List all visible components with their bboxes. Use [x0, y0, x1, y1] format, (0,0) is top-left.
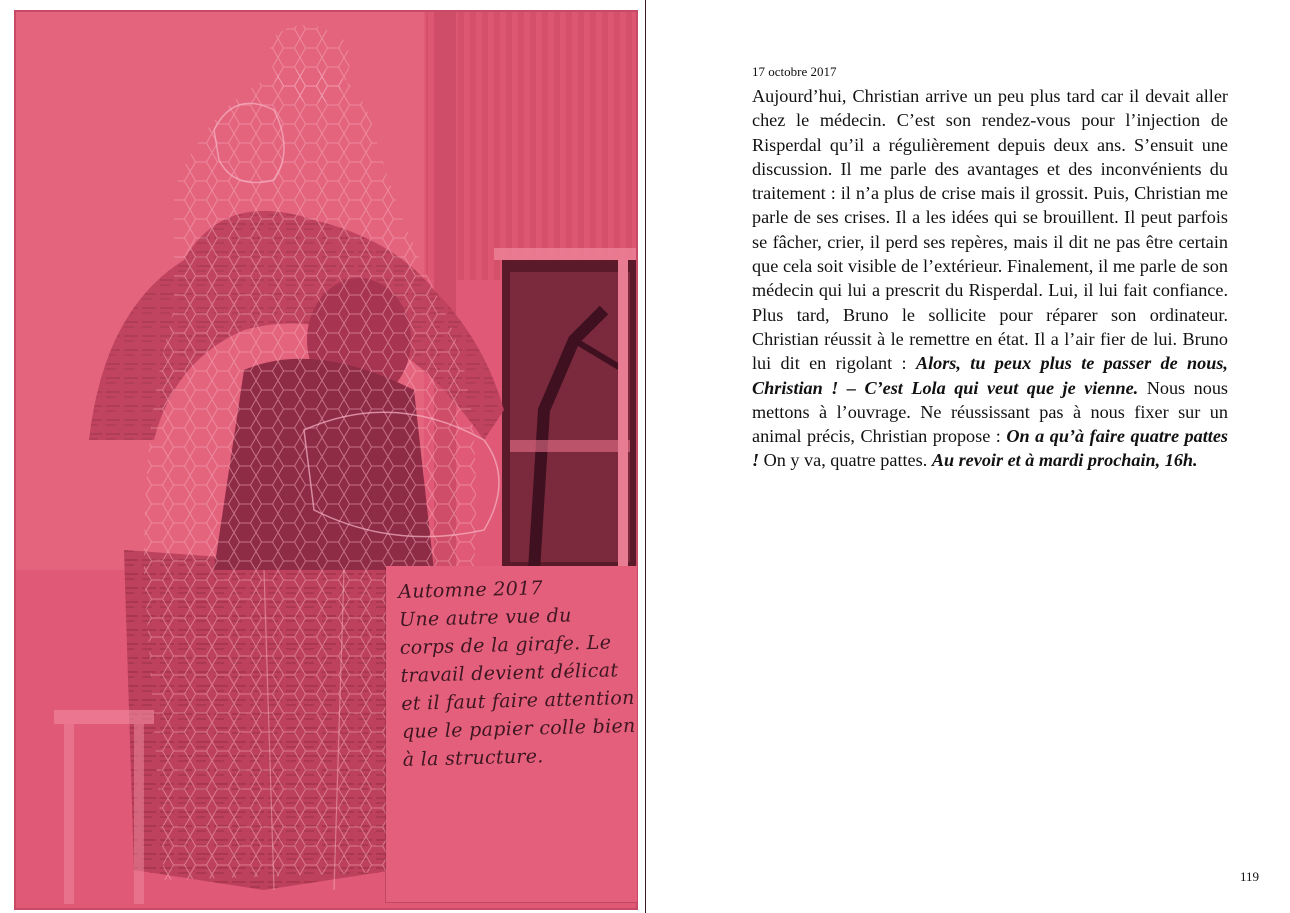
note-line: Une autre vue du — [398, 604, 572, 631]
quote-text: Au revoir et à mardi prochain, 16h. — [931, 450, 1198, 471]
paragraph-text: On y va, quatre pattes. — [759, 450, 932, 471]
journal-paragraph — [752, 84, 1228, 473]
note-line: travail devient délicat — [400, 659, 619, 687]
note-line: corps de la girafe. Le — [399, 631, 612, 659]
handwritten-note-card — [386, 566, 637, 902]
page-number: 119 — [1240, 869, 1260, 884]
handwritten-note — [398, 572, 637, 774]
quote-text: On a qu’à faire quatre pattes ! — [752, 426, 1228, 471]
quote-text: Alors, tu peux plus te passer de nous, Christian ! – C’est Lola qui veut que je vienne. — [752, 353, 1228, 398]
note-line: Automne 2017 — [398, 577, 544, 603]
paragraph-text: Nous nous mettons à l’ouvrage. Ne réussissant pas à nous fixer sur un animal précis, Christian propose : — [752, 377, 1228, 447]
right-page — [646, 0, 1290, 913]
paragraph-text: Aujourd’hui, Christian arrive un peu plus tard car il devait aller chez le médecin. C’est son rendez-vous pour l’injection de Risperdal qu’il a régulièrement depuis deux ans. S’ensuit une discussion. Il me parle des avantages et des inconvénients du traitement : il n’a plus de crise mais il grossit. Puis, Christian me parle de ses crises. Il a les idées qui se brouillent. Il peut parfois se fâcher, crier, il perd ses repères, mais il dit ne pas être certain que cela soit visible de l’extérieur. Finalement, il me parle de son médecin qui lui a prescrit du Risperdal. Lui, il lui fait confiance. Plus tard, Bruno le sollicite pour réparer son ordinateur. Christian réussit à le remettre en état. Il a l’air fier de lui. Bruno lui dit en rigolant : — [752, 86, 1228, 374]
note-line: à la structure. — [402, 745, 544, 771]
duotone-photo-sculpture — [14, 10, 638, 910]
entry-date: 17 octobre 2017 — [752, 64, 837, 79]
note-line: que le papier colle bien — [401, 714, 636, 743]
note-line: et il faut faire attention — [401, 686, 635, 715]
